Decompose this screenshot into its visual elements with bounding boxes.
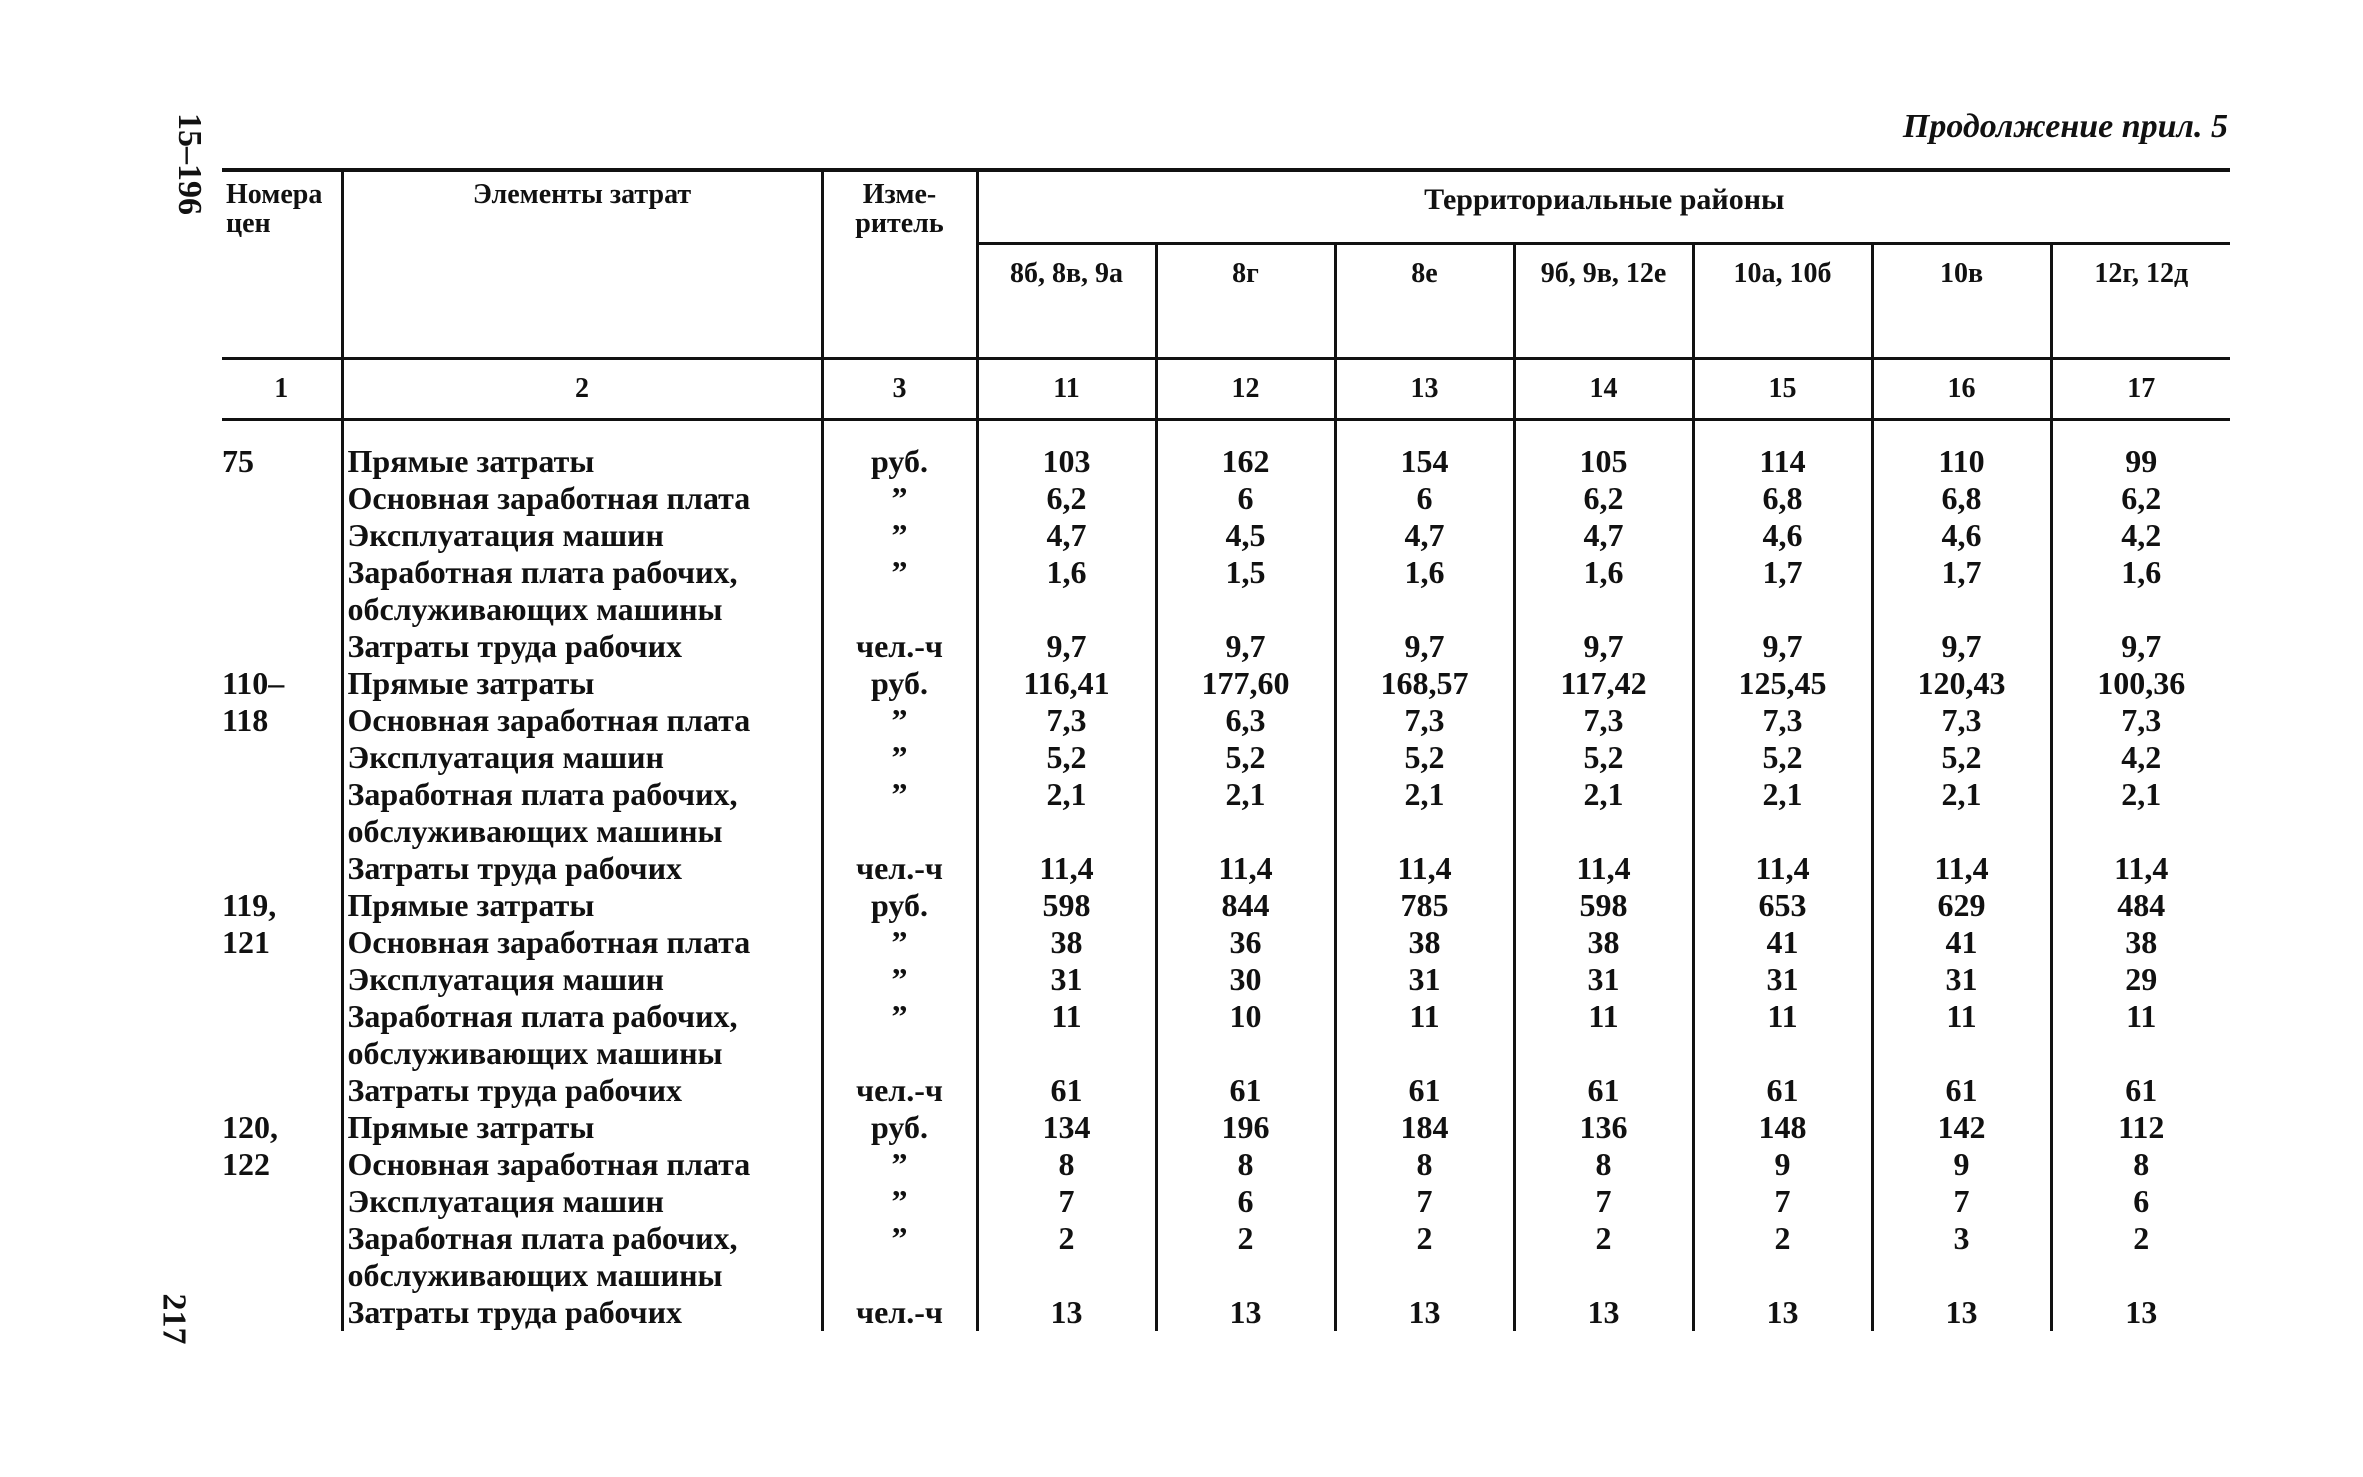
value-cell: 653 <box>1693 887 1872 924</box>
value-cell: 38 <box>1335 924 1514 961</box>
value-cell: 11 <box>1335 998 1514 1072</box>
cost-element-cell: Основная заработная плата <box>342 480 822 517</box>
value-cell: 30 <box>1156 961 1335 998</box>
column-number: 16 <box>1872 359 2051 420</box>
value-cell: 2,1 <box>977 776 1156 850</box>
cost-element-cell: Заработная плата рабочих, обслуживающих машины <box>342 998 822 1072</box>
value-cell: 31 <box>1693 961 1872 998</box>
price-number-cell <box>222 776 342 850</box>
value-cell: 38 <box>1514 924 1693 961</box>
value-cell: 5,2 <box>1335 739 1514 776</box>
column-number: 1 <box>222 359 342 420</box>
value-cell: 13 <box>1514 1294 1693 1331</box>
value-cell: 6 <box>2133 1183 2150 1219</box>
value-cell: 13 <box>1693 1294 1872 1331</box>
unit-cell: руб. <box>822 420 977 481</box>
table-row <box>222 961 2230 998</box>
value-cell: 7,3 <box>1514 702 1693 739</box>
value-cell: 11 <box>1514 998 1693 1072</box>
table-row <box>222 924 2230 961</box>
value-cell: 7,3 <box>977 702 1156 739</box>
value-cell: 154 <box>1335 420 1514 481</box>
value-cell: 7 <box>977 1183 1156 1220</box>
value-cell: 9 <box>1693 1146 1872 1183</box>
value-cell: 142 <box>1872 1109 2051 1146</box>
value-cell: 61 <box>1693 1072 1872 1109</box>
value-cell: 5,2 <box>1872 739 2051 776</box>
page-number: 217 <box>155 1293 193 1345</box>
price-number-cell: 122 <box>222 1146 342 1183</box>
value-cell: 100,36 <box>2097 665 2186 701</box>
value-cell: 29 <box>2125 961 2158 997</box>
price-number-cell <box>222 998 342 1072</box>
value-cell: 5,2 <box>1156 739 1335 776</box>
value-cell: 4,6 <box>1693 517 1872 554</box>
unit-cell: чел.-ч <box>822 1294 977 1331</box>
value-cell: 4,2 <box>2121 739 2162 775</box>
cost-element-cell: Основная заработная плата <box>342 924 822 961</box>
value-cell: 6,8 <box>1693 480 1872 517</box>
table-row <box>222 628 2230 665</box>
value-cell: 7 <box>1514 1183 1693 1220</box>
value-cell: 6,2 <box>977 480 1156 517</box>
price-number-cell: 110– <box>222 665 342 702</box>
price-number-cell: 118 <box>222 702 342 739</box>
value-cell: 2 <box>977 1220 1156 1294</box>
value-cell: 120,43 <box>1872 665 2051 702</box>
price-number-cell <box>222 1183 342 1220</box>
value-cell: 7 <box>1872 1183 2051 1220</box>
value-cell: 1,6 <box>2121 554 2162 590</box>
value-cell: 9,7 <box>1872 628 2051 665</box>
value-cell: 61 <box>977 1072 1156 1109</box>
cost-element-cell: Затраты труда рабочих <box>342 1294 822 1331</box>
value-cell: 844 <box>1156 887 1335 924</box>
table-row <box>222 420 2230 481</box>
cost-element-cell: Заработная плата рабочих, обслуживающих машины <box>342 1220 822 1294</box>
unit-cell: ” <box>822 998 977 1072</box>
value-cell: 9,7 <box>1693 628 1872 665</box>
value-cell: 8 <box>977 1146 1156 1183</box>
cost-element-cell: Прямые затраты <box>342 665 822 702</box>
value-cell: 785 <box>1335 887 1514 924</box>
value-cell: 2 <box>1335 1220 1514 1294</box>
cost-table <box>222 168 2230 1331</box>
cost-element-cell: Прямые затраты <box>342 1109 822 1146</box>
value-cell: 125,45 <box>1693 665 1872 702</box>
table-row <box>222 517 2230 554</box>
value-cell: 484 <box>2117 887 2166 923</box>
table-row <box>222 998 2230 1072</box>
value-cell: 11,4 <box>1872 850 2051 887</box>
unit-cell: чел.-ч <box>822 850 977 887</box>
value-cell: 61 <box>1335 1072 1514 1109</box>
cost-element-cell: Основная заработная плата <box>342 1146 822 1183</box>
value-cell: 6 <box>1335 480 1514 517</box>
value-cell: 13 <box>1335 1294 1514 1331</box>
table-row <box>222 1072 2230 1109</box>
cost-element-cell: Заработная плата рабочих, обслуживающих машины <box>342 554 822 628</box>
unit-cell: ” <box>822 480 977 517</box>
value-cell: 99 <box>2125 443 2158 479</box>
cost-element-cell: Эксплуатация машин <box>342 517 822 554</box>
cost-element-cell: Эксплуатация машин <box>342 739 822 776</box>
value-cell: 4,6 <box>1872 517 2051 554</box>
value-cell: 38 <box>977 924 1156 961</box>
value-cell: 134 <box>977 1109 1156 1146</box>
header-district: 8г <box>1156 244 1335 359</box>
value-cell: 7,3 <box>1335 702 1514 739</box>
value-cell: 117,42 <box>1514 665 1693 702</box>
value-cell: 31 <box>1335 961 1514 998</box>
header-district: 10а, 10б <box>1693 244 1872 359</box>
value-cell: 11,4 <box>1693 850 1872 887</box>
value-cell: 4,5 <box>1156 517 1335 554</box>
value-cell: 6,8 <box>1872 480 2051 517</box>
value-cell: 2 <box>1514 1220 1693 1294</box>
value-cell: 41 <box>1872 924 2051 961</box>
table-row <box>222 1109 2230 1146</box>
value-cell: 8 <box>1514 1146 1693 1183</box>
value-cell: 13 <box>2125 1294 2158 1330</box>
unit-cell: чел.-ч <box>822 1072 977 1109</box>
table-row <box>222 1220 2230 1294</box>
value-cell: 2 <box>1693 1220 1872 1294</box>
price-number-cell: 121 <box>222 924 342 961</box>
value-cell: 1,6 <box>1514 554 1693 628</box>
value-cell: 2,1 <box>1156 776 1335 850</box>
unit-cell: ” <box>822 776 977 850</box>
value-cell: 11,4 <box>2114 850 2169 886</box>
cost-element-cell: Затраты труда рабочих <box>342 1072 822 1109</box>
value-cell: 1,6 <box>977 554 1156 628</box>
value-cell: 7,3 <box>2121 702 2162 738</box>
table-row <box>222 850 2230 887</box>
cost-element-cell: Основная заработная плата <box>342 702 822 739</box>
value-cell: 4,2 <box>2121 517 2162 553</box>
price-number-cell <box>222 1294 342 1331</box>
value-cell: 168,57 <box>1335 665 1514 702</box>
price-number-cell <box>222 517 342 554</box>
column-number: 12 <box>1156 359 1335 420</box>
unit-cell: чел.-ч <box>822 628 977 665</box>
value-cell: 61 <box>1872 1072 2051 1109</box>
table-row <box>222 1146 2230 1183</box>
value-cell: 5,2 <box>1693 739 1872 776</box>
value-cell: 114 <box>1693 420 1872 481</box>
value-cell: 9,7 <box>1335 628 1514 665</box>
table-row <box>222 554 2230 628</box>
unit-cell: руб. <box>822 887 977 924</box>
value-cell: 7 <box>1693 1183 1872 1220</box>
value-cell: 2 <box>2133 1220 2150 1256</box>
value-cell: 110 <box>1872 420 2051 481</box>
unit-cell: ” <box>822 739 977 776</box>
value-cell: 103 <box>977 420 1156 481</box>
value-cell: 2,1 <box>1514 776 1693 850</box>
value-cell: 598 <box>1514 887 1693 924</box>
price-number-cell <box>222 628 342 665</box>
value-cell: 8 <box>1335 1146 1514 1183</box>
table-row <box>222 665 2230 702</box>
value-cell: 38 <box>2125 924 2158 960</box>
price-number-cell <box>222 850 342 887</box>
value-cell: 112 <box>2118 1109 2165 1145</box>
unit-cell: руб. <box>822 1109 977 1146</box>
value-cell: 13 <box>1872 1294 2051 1331</box>
value-cell: 1,7 <box>1693 554 1872 628</box>
unit-cell: руб. <box>822 665 977 702</box>
value-cell: 2,1 <box>1693 776 1872 850</box>
value-cell: 11,4 <box>1156 850 1335 887</box>
price-number-cell <box>222 739 342 776</box>
price-number-cell <box>222 961 342 998</box>
table-row <box>222 887 2230 924</box>
value-cell: 5,2 <box>1514 739 1693 776</box>
price-number-cell <box>222 554 342 628</box>
value-cell: 4,7 <box>1335 517 1514 554</box>
value-cell: 11,4 <box>1335 850 1514 887</box>
table-row <box>222 776 2230 850</box>
value-cell: 6 <box>1156 1183 1335 1220</box>
value-cell: 7,3 <box>1693 702 1872 739</box>
value-cell: 61 <box>2125 1072 2158 1108</box>
value-cell: 2,1 <box>1872 776 2051 850</box>
unit-cell: ” <box>822 702 977 739</box>
value-cell: 148 <box>1693 1109 1872 1146</box>
continuation-caption: Продолжение прил. 5 <box>1902 108 2228 145</box>
value-cell: 36 <box>1156 924 1335 961</box>
unit-cell: ” <box>822 961 977 998</box>
value-cell: 11 <box>1872 998 2051 1072</box>
cost-element-cell: Заработная плата рабочих, обслуживающих машины <box>342 776 822 850</box>
table-body <box>222 420 2230 1332</box>
header-district: 10в <box>1872 244 2051 359</box>
price-number-cell <box>222 1072 342 1109</box>
value-cell: 4,7 <box>1514 517 1693 554</box>
price-number-cell: 120, <box>222 1109 342 1146</box>
value-cell: 2,1 <box>1335 776 1514 850</box>
page-margin-code: 15–196 <box>171 113 208 215</box>
table-row <box>222 739 2230 776</box>
cost-element-cell: Затраты труда рабочих <box>342 628 822 665</box>
column-number: 11 <box>977 359 1156 420</box>
unit-cell: ” <box>822 1220 977 1294</box>
value-cell: 9,7 <box>1514 628 1693 665</box>
unit-cell: ” <box>822 517 977 554</box>
value-cell: 31 <box>977 961 1156 998</box>
unit-cell: ” <box>822 1146 977 1183</box>
header-district: 12г, 12д <box>2094 258 2189 289</box>
header-unit: Изме-ритель <box>822 170 977 359</box>
header-regions: Территориальные районы <box>977 170 2230 244</box>
value-cell: 196 <box>1156 1109 1335 1146</box>
column-number: 2 <box>342 359 822 420</box>
value-cell: 31 <box>1872 961 2051 998</box>
column-number: 17 <box>2051 359 2230 420</box>
value-cell: 61 <box>1514 1072 1693 1109</box>
value-cell: 8 <box>1156 1146 1335 1183</box>
value-cell: 6 <box>1156 480 1335 517</box>
value-cell: 8 <box>2133 1146 2150 1182</box>
column-number: 13 <box>1335 359 1514 420</box>
cost-element-cell: Прямые затраты <box>342 420 822 481</box>
value-cell: 11 <box>2126 998 2157 1034</box>
value-cell: 2,1 <box>2121 776 2162 812</box>
value-cell: 1,6 <box>1335 554 1514 628</box>
cost-element-cell: Эксплуатация машин <box>342 1183 822 1220</box>
value-cell: 629 <box>1872 887 2051 924</box>
value-cell: 116,41 <box>977 665 1156 702</box>
value-cell: 13 <box>977 1294 1156 1331</box>
header-cost-elements: Элементы затрат <box>342 170 822 359</box>
value-cell: 2 <box>1156 1220 1335 1294</box>
header-district: 9б, 9в, 12е <box>1514 244 1693 359</box>
value-cell: 10 <box>1156 998 1335 1072</box>
price-number-cell <box>222 480 342 517</box>
value-cell: 13 <box>1156 1294 1335 1331</box>
column-number: 15 <box>1693 359 1872 420</box>
table-row <box>222 1294 2230 1331</box>
cost-element-cell: Эксплуатация машин <box>342 961 822 998</box>
cost-element-cell: Прямые затраты <box>342 887 822 924</box>
unit-cell: ” <box>822 924 977 961</box>
price-number-cell: 119, <box>222 887 342 924</box>
table-row <box>222 702 2230 739</box>
value-cell: 41 <box>1693 924 1872 961</box>
value-cell: 6,3 <box>1156 702 1335 739</box>
value-cell: 162 <box>1156 420 1335 481</box>
value-cell: 5,2 <box>977 739 1156 776</box>
column-number: 3 <box>822 359 977 420</box>
value-cell: 6,2 <box>2121 480 2162 516</box>
value-cell: 6,2 <box>1514 480 1693 517</box>
header-district: 8б, 8в, 9а <box>977 244 1156 359</box>
value-cell: 7,3 <box>1872 702 2051 739</box>
cost-element-cell: Затраты труда рабочих <box>342 850 822 887</box>
value-cell: 11 <box>977 998 1156 1072</box>
header-price-numbers: Номера цен <box>222 170 342 359</box>
value-cell: 11 <box>1693 998 1872 1072</box>
table-row <box>222 1183 2230 1220</box>
value-cell: 1,7 <box>1872 554 2051 628</box>
value-cell: 4,7 <box>977 517 1156 554</box>
value-cell: 136 <box>1514 1109 1693 1146</box>
table-row <box>222 480 2230 517</box>
unit-cell: ” <box>822 1183 977 1220</box>
price-number-cell: 75 <box>222 420 342 481</box>
value-cell: 31 <box>1514 961 1693 998</box>
value-cell: 11,4 <box>977 850 1156 887</box>
value-cell: 1,5 <box>1156 554 1335 628</box>
value-cell: 3 <box>1872 1220 2051 1294</box>
value-cell: 7 <box>1335 1183 1514 1220</box>
value-cell: 9,7 <box>1156 628 1335 665</box>
value-cell: 177,60 <box>1156 665 1335 702</box>
unit-cell: ” <box>822 554 977 628</box>
value-cell: 61 <box>1156 1072 1335 1109</box>
value-cell: 9 <box>1872 1146 2051 1183</box>
price-number-cell <box>222 1220 342 1294</box>
value-cell: 598 <box>977 887 1156 924</box>
value-cell: 9,7 <box>977 628 1156 665</box>
value-cell: 184 <box>1335 1109 1514 1146</box>
value-cell: 9,7 <box>2121 628 2162 664</box>
column-number: 14 <box>1514 359 1693 420</box>
header-district: 8е <box>1335 244 1514 359</box>
value-cell: 11,4 <box>1514 850 1693 887</box>
value-cell: 105 <box>1514 420 1693 481</box>
